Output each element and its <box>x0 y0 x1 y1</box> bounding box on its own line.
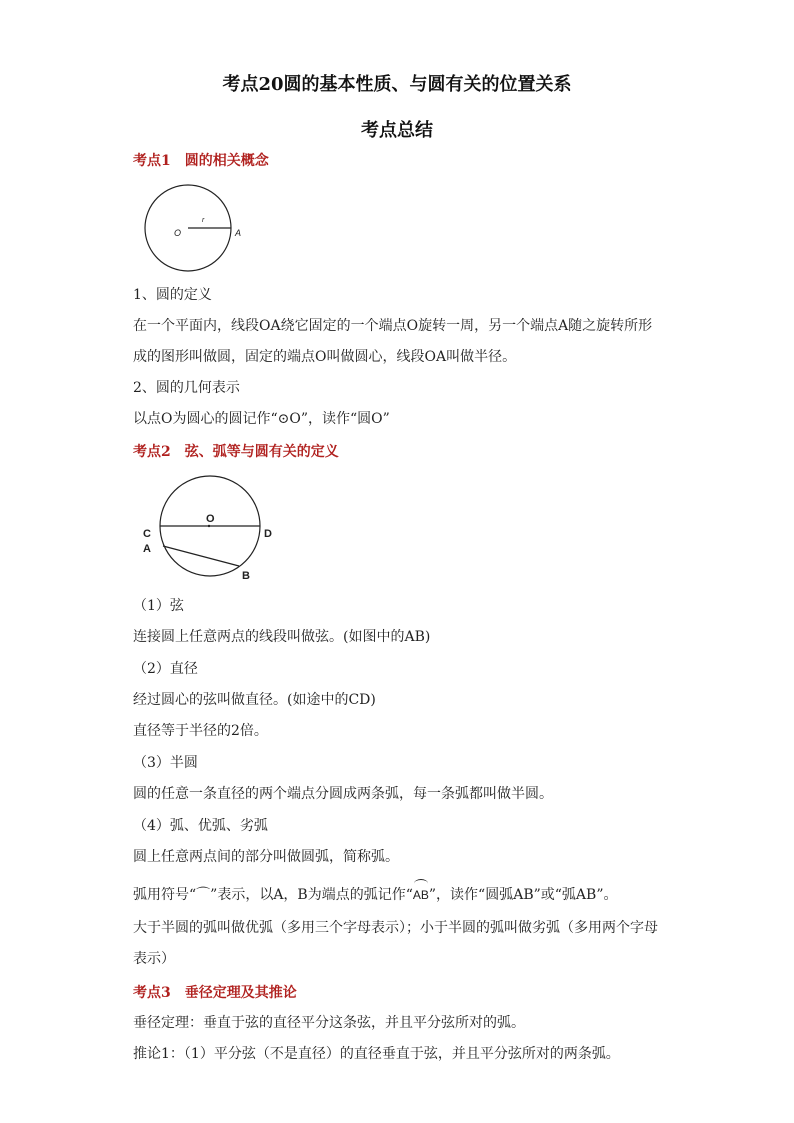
center-dot <box>208 525 210 527</box>
theorem-text: 垂径定理：垂直于弦的直径平分这条弦，并且平分弦所对的弧。 <box>133 1015 525 1031</box>
section-heading-2: 考点2 弦、弧等与圆有关的定义 <box>133 444 339 460</box>
item2-title: 2、圆的几何表示 <box>133 380 240 396</box>
radius-r-label: r <box>202 217 205 224</box>
circle-radius-figure <box>140 182 250 274</box>
center-o-label: O <box>206 513 215 525</box>
page-title: 考点20圆的基本性质、与圆有关的位置关系 <box>222 74 572 95</box>
arc-text-3: 大于半圆的弧叫做优弧（多用三个字母表示）；小于半圆的弧叫做劣弧（多用两个字母 <box>133 920 658 936</box>
chord-title: （1）弦 <box>133 598 184 614</box>
arc-text-2-part-b: ”，读作“圆弧AB”或“弧AB”。 <box>428 887 618 903</box>
arc-text-1: 圆上任意两点间的部分叫做圆弧，简称弧。 <box>133 849 399 865</box>
arc-text-4: 表示） <box>133 951 175 967</box>
section-heading-3: 考点3 垂径定理及其推论 <box>133 985 297 1001</box>
item1-title: 1、圆的定义 <box>133 287 212 303</box>
diameter-title: （2）直径 <box>133 661 198 677</box>
item1-line2: 成的图形叫做圆，固定的端点O叫做圆心，线段OA叫做半径。 <box>133 349 517 365</box>
page-subtitle: 考点总结 <box>361 120 433 141</box>
semicircle-text: 圆的任意一条直径的两个端点分圆成两条弧，每一条弧都叫做半圆。 <box>133 786 553 802</box>
chord-ab-line <box>163 546 239 566</box>
arc-ab-symbol: AB <box>413 885 429 905</box>
item1-line1: 在一个平面内，线段OA绕它固定的一个端点O旋转一周，另一个端点A随之旋转所形 <box>133 318 653 334</box>
point-a-label: A <box>235 228 242 238</box>
arc-text-2-part-a: 弧用符号“⌒”表示，以A，B为端点的弧记作“ <box>133 887 413 903</box>
arc-title: （4）弧、优弧、劣弧 <box>133 818 268 834</box>
point-b-label: B <box>242 570 250 582</box>
diameter-text-1: 经过圆心的弦叫做直径。(如途中的CD) <box>133 692 376 708</box>
center-o-label: O <box>174 228 182 238</box>
chord-diameter-figure <box>138 474 280 584</box>
semicircle-title: （3）半圆 <box>133 755 198 771</box>
diameter-text-2: 直径等于半径的2倍。 <box>133 723 268 739</box>
point-d-label: D <box>264 528 272 540</box>
item2-line1: 以点O为圆心的圆记作“⊙O”，读作“圆O” <box>133 411 390 427</box>
point-c-label: C <box>143 528 151 540</box>
arc-text-2 <box>133 885 617 905</box>
corollary-1-text: 推论1：（1）平分弦（不是直径）的直径垂直于弦，并且平分弦所对的两条弧。 <box>133 1046 620 1062</box>
section-heading-1: 考点1 圆的相关概念 <box>133 153 269 169</box>
chord-text: 连接圆上任意两点的线段叫做弦。(如图中的AB) <box>133 629 431 645</box>
point-a-label: A <box>143 543 151 555</box>
